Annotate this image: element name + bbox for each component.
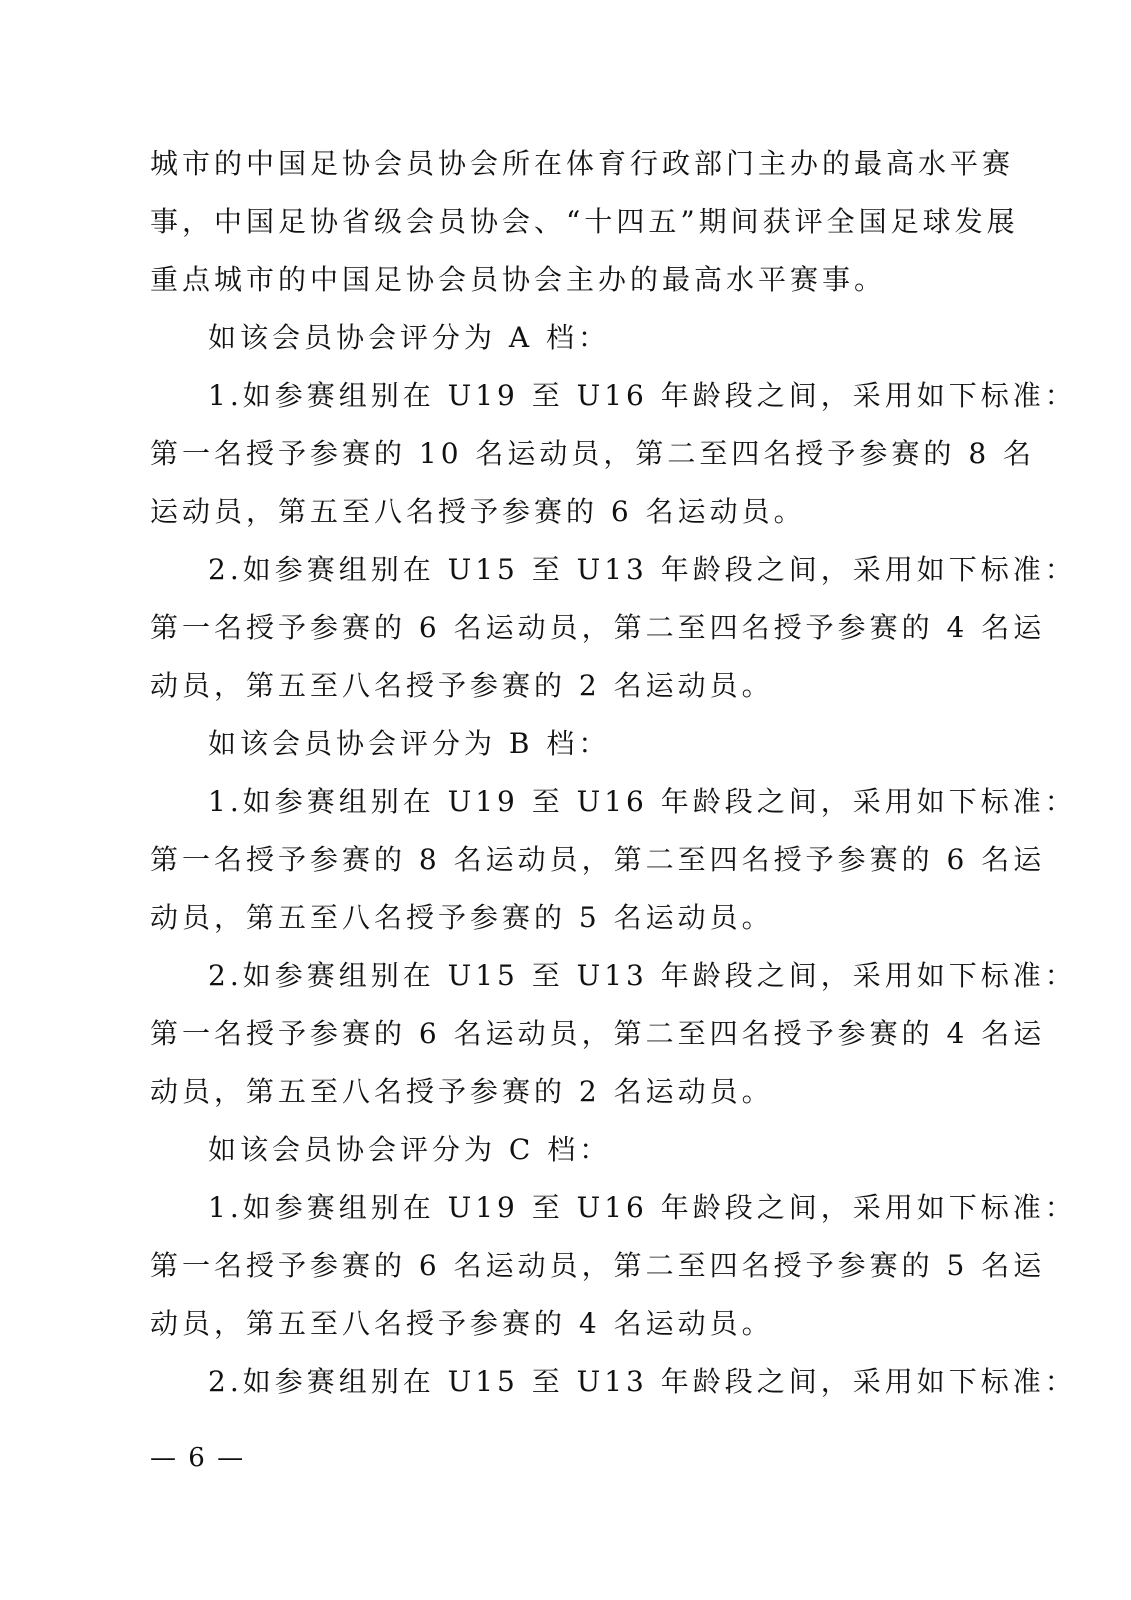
grade-c-heading: 如该会员协会评分为 C 档： [208, 1133, 612, 1166]
text-line: 第一名授予参赛的 6 名运动员，第二至四名授予参赛的 5 名运 [150, 1249, 1046, 1282]
text-line: 1.如参赛组别在 U19 至 U16 年龄段之间，采用如下标准： [208, 1191, 1077, 1224]
text-line: 城市的中国足协会员协会所在体育行政部门主办的最高水平赛 [150, 147, 1015, 180]
text-line: 动员，第五至八名授予参赛的 2 名运动员。 [150, 669, 774, 702]
text-line: 1.如参赛组别在 U19 至 U16 年龄段之间，采用如下标准： [208, 379, 1077, 412]
text-line: 第一名授予参赛的 6 名运动员，第二至四名授予参赛的 4 名运 [150, 611, 1046, 644]
text-line: 动员，第五至八名授予参赛的 5 名运动员。 [150, 901, 774, 934]
text-line: 2.如参赛组别在 U15 至 U13 年龄段之间，采用如下标准： [208, 553, 1077, 586]
text-line: 第一名授予参赛的 6 名运动员，第二至四名授予参赛的 4 名运 [150, 1017, 1046, 1050]
page-number: — 6 — [150, 1443, 246, 1473]
text-line: 2.如参赛组别在 U15 至 U13 年龄段之间，采用如下标准： [208, 959, 1077, 992]
text-line: 第一名授予参赛的 10 名运动员，第二至四名授予参赛的 8 名 [150, 437, 1036, 470]
grade-a-heading: 如该会员协会评分为 A 档： [208, 321, 611, 354]
text-line: 运动员，第五至八名授予参赛的 6 名运动员。 [150, 495, 806, 528]
text-line: 第一名授予参赛的 8 名运动员，第二至四名授予参赛的 6 名运 [150, 843, 1046, 876]
grade-b-heading: 如该会员协会评分为 B 档： [208, 727, 611, 760]
text-line: 重点城市的中国足协会员协会主办的最高水平赛事。 [150, 263, 887, 296]
text-line: 2.如参赛组别在 U15 至 U13 年龄段之间，采用如下标准： [208, 1365, 1077, 1398]
text-line: 动员，第五至八名授予参赛的 2 名运动员。 [150, 1075, 774, 1108]
text-line: 1.如参赛组别在 U19 至 U16 年龄段之间，采用如下标准： [208, 785, 1077, 818]
body-text [150, 135, 1077, 1411]
text-line: 动员，第五至八名授予参赛的 4 名运动员。 [150, 1307, 774, 1340]
text-line: 事，中国足协省级会员协会、“十四五”期间获评全国足球发展 [150, 205, 1019, 238]
